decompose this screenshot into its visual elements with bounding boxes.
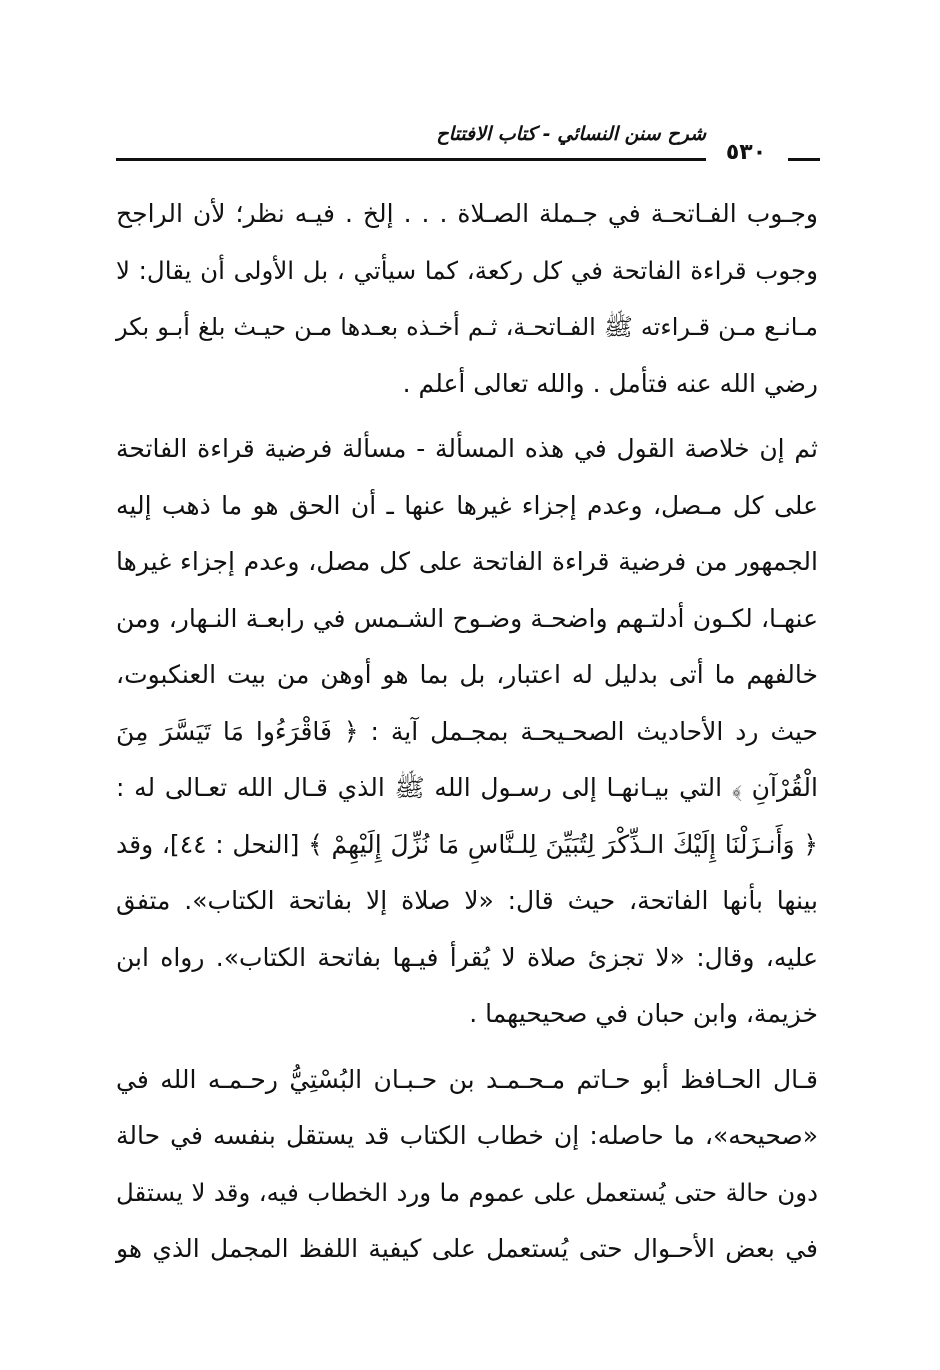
- text-line: خالفهم ما أتى بدليل له اعتبار، بل بما هو أوهن من بيت العنكبوت،: [116, 660, 818, 689]
- text-line: قـال الحـافظ أبو حـاتم مـحـمـد بن حـبـان البُسْتِيُّ رحـمـه الله في: [116, 1064, 818, 1094]
- text-line: رضي الله عنه فتأمل . والله تعالى أعلم .: [402, 368, 818, 398]
- body-text: [116, 186, 818, 1278]
- text-line: دون حالة حتى يُستعمل على عموم ما ورد الخطاب فيه، وقد لا يستقل: [116, 1177, 818, 1207]
- paragraph-1: [116, 186, 818, 412]
- text-line: وجـوب الفـاتحـة في جـملة الصـلاة . . . إلخ . فيـه نظر؛ لأن الراجح: [116, 199, 818, 228]
- text-line: في بعض الأحـوال حتى يُستعمل على كيفية اللفظ المجمل الذي هو: [116, 1234, 818, 1263]
- text-line: خزيمة، وابن حبان في صحيحيهما .: [469, 999, 818, 1028]
- text-line: بينها بأنها الفاتحة، حيث قال: «لا صلاة إلا بفاتحة الكتاب». متفق: [116, 886, 818, 915]
- paragraph-2: [116, 421, 818, 1043]
- text-line: «صحيحه»، ما حاصله: إن خطاب الكتاب قد يستقل بنفسه في حالة: [116, 1121, 818, 1150]
- text-line: وجوب قراءة الفاتحة في كل ركعة، كما سيأتي ، بل الأولى أن يقال: لا: [116, 255, 818, 285]
- paragraph-gap: [116, 412, 818, 421]
- text-line: الْقُرْآنِ ﴾ التي بيـانهـا إلى رسـول الله ﷺ الذي قـال الله تعـالى له :: [116, 773, 818, 802]
- text-line: مـانـع مـن قـراءته ﷺ الفـاتحـة، ثـم أخـذه بعـدها مـن حيـث بلغ أبـو بكر: [116, 313, 818, 341]
- text-line: عنهـا، لكـون أدلتـهم واضحـة وضـوح الشـمس في رابعـة النـهار، ومن: [116, 603, 818, 633]
- text-line: الجمهور من فرضية قراءة الفاتحة على كل مصل، وعدم إجزاء غيرها: [116, 547, 818, 576]
- paragraph-gap: [116, 1043, 818, 1052]
- page-number: ٥٣٠: [725, 140, 767, 165]
- running-title: شرح سنن النسائي - كتاب الافتتاح: [436, 123, 706, 145]
- header-rule: [116, 158, 706, 161]
- paragraph-3: [116, 1052, 818, 1278]
- text-line: عليه، وقال: «لا تجزئ صلاة لا يُقرأ فيـها بفاتحة الكتاب». رواه ابن: [116, 942, 818, 972]
- text-line: ﴿ وَأَنـزَلْنَا إِلَيْكَ الـذِّكْرَ لِتُبَيِّنَ لِلـنَّاسِ مَا نُزِّلَ إِلَيْهِمْ ﴾ [النحل : ٤٤]، وقد: [116, 829, 819, 859]
- text-line: حيث رد الأحاديث الصحـيحـة بمجـمل آية : ﴿ فَاقْرَءُوا مَا تَيَسَّرَ مِنَ: [116, 716, 818, 746]
- text-line: ثم إن خلاصة القول في هذه المسألة - مسألة فرضية قراءة الفاتحة: [116, 434, 818, 463]
- text-line: على كل مـصل، وعدم إجزاء غيرها عنها ـ أن الحق هو ما ذهب إليه: [116, 490, 818, 520]
- page-number-rule: [788, 158, 820, 161]
